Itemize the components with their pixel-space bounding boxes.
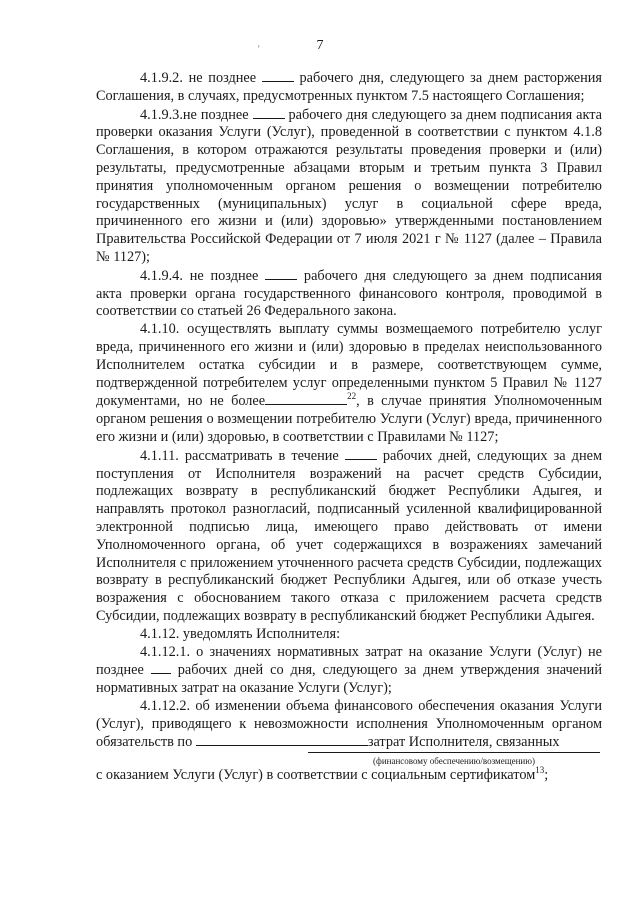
document-body (96, 69, 602, 785)
page-number: 7 (316, 38, 324, 53)
paragraph-continuation: с оказанием Услуги (Услуг) в соответствии с социальным сертификатом$^{13}$; (96, 765, 549, 784)
paragraph-4-1-10: 4.1.10. осуществлять выплату суммы возмещаемого потребителю услуг вреда, причиненного его жизни и (или) здоровью в пределах неиспользованного Исполнителем остатка субсидии и в размере, соответствующем сумме, подтвержденной потребителем услуг определенными пунктом 5 Правил № 1127 документами, но не более $^{22}$, в случае принятия Уполномоченным органом решения о возмещении потребителю Услуги (Услуг) вреда, причиненного его жизни и (или) здоровью, в соответствии с Правилами № 1127; (96, 321, 602, 445)
blank-field (345, 447, 377, 460)
paragraph-4-1-11: 4.1.11. рассматривать в течение рабочих дней, следующих за днем поступления от Исполнителя возражений на расчет средств Субсидии, подлежащих возврату в республиканский бюджет Республики Адыгея, и направлять протокол разногласий, подписанный усиленной квалифицированной электронной подписью лица, имеющего право действовать от имени Уполномоченного органа, об учет содержащихся в возражениях замечаний Исполнителя с приложением уточненного расчета средств Субсидии, подлежащих возврату в республиканский бюджет Республики Адыгея, или об отказе учесть возражения с обоснованием такого отказа с приложением расчета средств Субсидии, подлежащих возврату в республиканский бюджет Республики Адыгея. (96, 447, 602, 624)
blank-field (253, 106, 285, 119)
footnote-ref: 13 (535, 765, 545, 776)
paragraph-4-1-9-2: 4.1.9.2. не позднее рабочего дня, следующего за днем расторжения Соглашения, в случаях, предусмотренных пунктом 7.5 настоящего Соглашения; (96, 70, 602, 104)
paragraph-4-1-9-3: 4.1.9.3.не позднее рабочего дня следующего за днем подписания акта проверки оказания Услуги (Услуг), проведенной в соответствии с пунктом 4.1.8 Соглашения, в котором отражаются результаты проведения проверки и (или) результаты, предусмотренные абзацами вторым и третьим пункта 3 Правил принятия уполномоченным органом решения о возмещении потребителю государственных (муниципальных) услуг в социальной сфере вреда, причиненного его жизни и (или) здоровью» утвержденными постановлением Правительства Российской Федерации от 7 июля 2021 г № 1127 (далее – Правила № 1127); (96, 106, 603, 265)
paragraph-4-1-9-4: 4.1.9.4. не позднее рабочего дня следующего за днем подписания акта проверки органа государственного финансового контроля, проводимой в соответствии со статьей 26 Федерального закона. (96, 267, 602, 320)
paragraph-4-1-12: 4.1.12. уведомлять Исполнителя: (140, 625, 341, 642)
paragraph-4-1-12-2: 4.1.12.2. об изменении объема финансового обеспечения оказания Услуги (Услуг), приводящего к невозможности исполнения Уполномоченным органом обязательств по затрат Исполнителя, связанных (96, 697, 602, 751)
paragraph-4-1-12-1: 4.1.12.1. о значениях нормативных затрат на оказание Услуги (Услуг) не позднее рабочих дней со дня, следующего за днем утверждения значений нормативных затрат на оказание Услуги (Услуг); (96, 643, 602, 697)
footnote-ref: 22 (347, 391, 357, 402)
blank-field (196, 733, 368, 746)
blank-field (151, 661, 171, 674)
blank-field (262, 69, 294, 82)
field-caption: (финансовому обеспечению/возмещению) (308, 752, 600, 767)
scan-mark: ' (258, 44, 260, 54)
blank-field (265, 392, 347, 405)
blank-field (265, 267, 297, 280)
